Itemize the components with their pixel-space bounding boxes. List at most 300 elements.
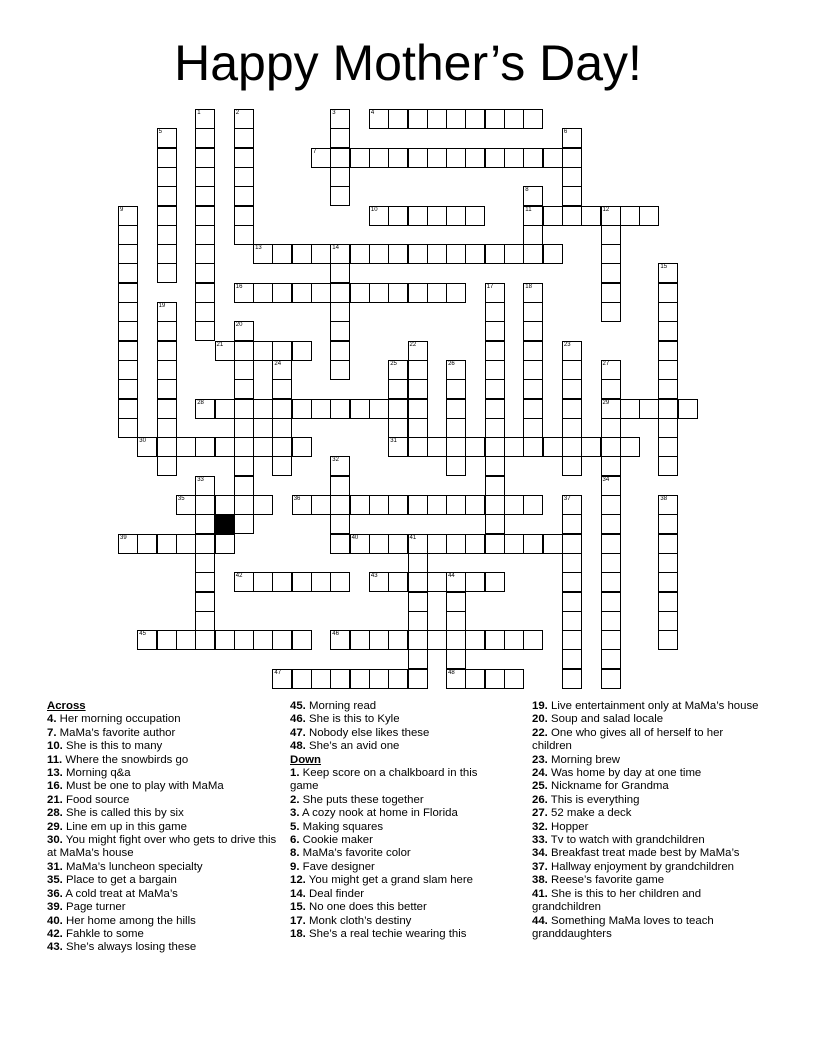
grid-cell[interactable] xyxy=(658,611,678,631)
grid-cell[interactable] xyxy=(427,109,447,129)
grid-cell[interactable] xyxy=(330,456,350,476)
grid-cell[interactable] xyxy=(562,399,582,419)
grid-cell[interactable] xyxy=(234,399,254,419)
grid-cell[interactable] xyxy=(388,244,408,264)
grid-cell[interactable] xyxy=(408,437,428,457)
grid-cell[interactable] xyxy=(195,399,215,419)
grid-cell[interactable] xyxy=(408,572,428,592)
grid-cell[interactable] xyxy=(369,148,389,168)
grid-cell[interactable] xyxy=(562,437,582,457)
grid-cell[interactable] xyxy=(330,476,350,496)
grid-cell[interactable] xyxy=(157,630,177,650)
grid-cell[interactable] xyxy=(485,148,505,168)
grid-cell[interactable] xyxy=(427,630,447,650)
grid-cell[interactable] xyxy=(292,437,312,457)
grid-cell[interactable] xyxy=(485,302,505,322)
grid-cell[interactable] xyxy=(465,437,485,457)
grid-cell[interactable] xyxy=(157,167,177,187)
grid-cell[interactable] xyxy=(658,630,678,650)
grid-cell[interactable] xyxy=(543,437,563,457)
grid-cell[interactable] xyxy=(446,630,466,650)
grid-cell[interactable] xyxy=(292,283,312,303)
grid-cell[interactable] xyxy=(157,225,177,245)
grid-cell[interactable] xyxy=(388,283,408,303)
grid-cell[interactable] xyxy=(215,534,235,554)
grid-cell[interactable] xyxy=(195,206,215,226)
grid-cell[interactable] xyxy=(195,283,215,303)
grid-cell[interactable] xyxy=(485,283,505,303)
grid-cell[interactable] xyxy=(523,109,543,129)
grid-cell[interactable] xyxy=(427,206,447,226)
grid-cell[interactable] xyxy=(350,283,370,303)
grid-cell[interactable] xyxy=(562,669,582,689)
grid-cell[interactable] xyxy=(253,630,273,650)
grid-cell[interactable] xyxy=(330,148,350,168)
grid-cell[interactable] xyxy=(369,630,389,650)
grid-cell[interactable] xyxy=(523,321,543,341)
grid-cell[interactable] xyxy=(157,148,177,168)
grid-cell[interactable] xyxy=(543,244,563,264)
grid-cell[interactable] xyxy=(523,148,543,168)
grid-cell[interactable] xyxy=(176,437,196,457)
grid-cell[interactable] xyxy=(234,186,254,206)
grid-cell[interactable] xyxy=(408,379,428,399)
grid-cell[interactable] xyxy=(678,399,698,419)
grid-cell[interactable] xyxy=(330,321,350,341)
grid-cell[interactable] xyxy=(234,476,254,496)
grid-cell[interactable] xyxy=(234,418,254,438)
grid-cell[interactable] xyxy=(465,148,485,168)
grid-cell[interactable] xyxy=(157,399,177,419)
grid-cell[interactable] xyxy=(504,495,524,515)
grid-cell[interactable] xyxy=(253,437,273,457)
grid-cell[interactable] xyxy=(504,244,524,264)
grid-cell[interactable] xyxy=(658,534,678,554)
grid-cell[interactable] xyxy=(408,649,428,669)
grid-cell[interactable] xyxy=(272,283,292,303)
grid-cell[interactable] xyxy=(388,572,408,592)
grid-cell[interactable] xyxy=(157,341,177,361)
grid-cell[interactable] xyxy=(658,514,678,534)
grid-cell[interactable] xyxy=(234,360,254,380)
grid-cell[interactable] xyxy=(157,206,177,226)
grid-cell[interactable] xyxy=(292,572,312,592)
grid-cell[interactable] xyxy=(485,495,505,515)
grid-cell[interactable] xyxy=(369,534,389,554)
grid-cell[interactable] xyxy=(195,186,215,206)
grid-cell[interactable] xyxy=(465,495,485,515)
grid-cell[interactable] xyxy=(523,186,543,206)
grid-cell[interactable] xyxy=(234,456,254,476)
grid-cell[interactable] xyxy=(118,244,138,264)
grid-cell[interactable] xyxy=(523,399,543,419)
grid-cell[interactable] xyxy=(330,495,350,515)
grid-cell[interactable] xyxy=(601,495,621,515)
grid-cell[interactable] xyxy=(581,206,601,226)
grid-cell[interactable] xyxy=(446,379,466,399)
grid-cell[interactable] xyxy=(234,225,254,245)
grid-cell[interactable] xyxy=(504,669,524,689)
grid-cell[interactable] xyxy=(388,495,408,515)
grid-cell[interactable] xyxy=(330,109,350,129)
grid-cell[interactable] xyxy=(485,572,505,592)
grid-cell[interactable] xyxy=(523,630,543,650)
grid-cell[interactable] xyxy=(388,418,408,438)
grid-cell[interactable] xyxy=(157,379,177,399)
grid-cell[interactable] xyxy=(562,456,582,476)
grid-cell[interactable] xyxy=(176,630,196,650)
grid-cell[interactable] xyxy=(465,669,485,689)
grid-cell[interactable] xyxy=(562,649,582,669)
grid-cell[interactable] xyxy=(330,244,350,264)
grid-cell[interactable] xyxy=(272,630,292,650)
grid-cell[interactable] xyxy=(446,534,466,554)
grid-cell[interactable] xyxy=(330,514,350,534)
grid-cell[interactable] xyxy=(234,437,254,457)
grid-cell[interactable] xyxy=(234,109,254,129)
grid-cell[interactable] xyxy=(446,495,466,515)
grid-cell[interactable] xyxy=(350,669,370,689)
grid-cell[interactable] xyxy=(350,495,370,515)
grid-cell[interactable] xyxy=(137,534,157,554)
grid-cell[interactable] xyxy=(523,360,543,380)
grid-cell[interactable] xyxy=(157,128,177,148)
grid-cell[interactable] xyxy=(427,534,447,554)
grid-cell[interactable] xyxy=(369,109,389,129)
grid-cell[interactable] xyxy=(388,399,408,419)
grid-cell[interactable] xyxy=(292,630,312,650)
grid-cell[interactable] xyxy=(272,379,292,399)
grid-cell[interactable] xyxy=(446,611,466,631)
grid-cell[interactable] xyxy=(176,495,196,515)
grid-cell[interactable] xyxy=(311,283,331,303)
grid-cell[interactable] xyxy=(253,283,273,303)
grid-cell[interactable] xyxy=(446,649,466,669)
grid-cell[interactable] xyxy=(562,553,582,573)
grid-cell[interactable] xyxy=(388,206,408,226)
grid-cell[interactable] xyxy=(562,611,582,631)
grid-cell[interactable] xyxy=(620,399,640,419)
grid-cell[interactable] xyxy=(408,630,428,650)
grid-cell[interactable] xyxy=(446,592,466,612)
grid-cell[interactable] xyxy=(157,418,177,438)
grid-cell[interactable] xyxy=(157,302,177,322)
grid-cell[interactable] xyxy=(562,341,582,361)
grid-cell[interactable] xyxy=(601,206,621,226)
grid-cell[interactable] xyxy=(543,148,563,168)
grid-cell[interactable] xyxy=(523,379,543,399)
grid-cell[interactable] xyxy=(369,572,389,592)
grid-cell[interactable] xyxy=(388,148,408,168)
grid-cell[interactable] xyxy=(157,186,177,206)
grid-cell[interactable] xyxy=(272,572,292,592)
grid-cell[interactable] xyxy=(195,263,215,283)
grid-cell[interactable] xyxy=(658,283,678,303)
grid-cell[interactable] xyxy=(118,379,138,399)
grid-cell[interactable] xyxy=(369,669,389,689)
grid-cell[interactable] xyxy=(562,534,582,554)
grid-cell[interactable] xyxy=(408,360,428,380)
grid-cell[interactable] xyxy=(330,669,350,689)
grid-cell[interactable] xyxy=(658,592,678,612)
grid-cell[interactable] xyxy=(350,244,370,264)
grid-cell[interactable] xyxy=(234,495,254,515)
grid-cell[interactable] xyxy=(446,572,466,592)
grid-cell[interactable] xyxy=(562,572,582,592)
grid-cell[interactable] xyxy=(369,495,389,515)
grid-cell[interactable] xyxy=(523,283,543,303)
grid-cell[interactable] xyxy=(118,418,138,438)
grid-cell[interactable] xyxy=(157,534,177,554)
grid-cell[interactable] xyxy=(253,495,273,515)
grid-cell[interactable] xyxy=(118,534,138,554)
grid-cell[interactable] xyxy=(234,167,254,187)
grid-cell[interactable] xyxy=(601,476,621,496)
grid-cell[interactable] xyxy=(253,572,273,592)
grid-cell[interactable] xyxy=(195,167,215,187)
grid-cell[interactable] xyxy=(253,244,273,264)
grid-cell[interactable] xyxy=(388,534,408,554)
grid-cell[interactable] xyxy=(234,148,254,168)
grid-cell[interactable] xyxy=(234,341,254,361)
grid-cell[interactable] xyxy=(658,321,678,341)
grid-cell[interactable] xyxy=(330,302,350,322)
grid-cell[interactable] xyxy=(523,244,543,264)
grid-cell[interactable] xyxy=(562,630,582,650)
grid-cell[interactable] xyxy=(195,109,215,129)
grid-cell[interactable] xyxy=(523,495,543,515)
grid-cell[interactable] xyxy=(523,341,543,361)
grid-cell[interactable] xyxy=(465,109,485,129)
grid-cell[interactable] xyxy=(562,360,582,380)
grid-cell[interactable] xyxy=(157,360,177,380)
grid-cell[interactable] xyxy=(234,283,254,303)
grid-cell[interactable] xyxy=(485,456,505,476)
grid-cell[interactable] xyxy=(408,592,428,612)
grid-cell[interactable] xyxy=(408,669,428,689)
grid-cell[interactable] xyxy=(195,534,215,554)
grid-cell[interactable] xyxy=(408,244,428,264)
grid-cell[interactable] xyxy=(485,109,505,129)
grid-cell[interactable] xyxy=(562,206,582,226)
grid-cell[interactable] xyxy=(292,495,312,515)
grid-cell[interactable] xyxy=(658,437,678,457)
grid-cell[interactable] xyxy=(408,206,428,226)
grid-cell[interactable] xyxy=(195,321,215,341)
grid-cell[interactable] xyxy=(272,399,292,419)
grid-cell[interactable] xyxy=(350,630,370,650)
grid-cell[interactable] xyxy=(446,109,466,129)
grid-cell[interactable] xyxy=(620,437,640,457)
grid-cell[interactable] xyxy=(523,534,543,554)
grid-cell[interactable] xyxy=(330,572,350,592)
grid-cell[interactable] xyxy=(601,630,621,650)
grid-cell[interactable] xyxy=(330,186,350,206)
grid-cell[interactable] xyxy=(408,553,428,573)
grid-cell[interactable] xyxy=(639,399,659,419)
grid-cell[interactable] xyxy=(137,437,157,457)
grid-cell[interactable] xyxy=(562,514,582,534)
grid-cell[interactable] xyxy=(195,630,215,650)
grid-cell[interactable] xyxy=(118,225,138,245)
grid-cell[interactable] xyxy=(195,592,215,612)
grid-cell[interactable] xyxy=(215,630,235,650)
grid-cell[interactable] xyxy=(388,669,408,689)
grid-cell[interactable] xyxy=(408,283,428,303)
grid-cell[interactable] xyxy=(330,341,350,361)
grid-cell[interactable] xyxy=(523,418,543,438)
grid-cell[interactable] xyxy=(504,437,524,457)
grid-cell[interactable] xyxy=(446,437,466,457)
grid-cell[interactable] xyxy=(427,495,447,515)
grid-cell[interactable] xyxy=(350,534,370,554)
grid-cell[interactable] xyxy=(485,437,505,457)
grid-cell[interactable] xyxy=(465,534,485,554)
grid-cell[interactable] xyxy=(485,379,505,399)
grid-cell[interactable] xyxy=(272,456,292,476)
grid-cell[interactable] xyxy=(272,341,292,361)
grid-cell[interactable] xyxy=(504,109,524,129)
grid-cell[interactable] xyxy=(485,476,505,496)
grid-cell[interactable] xyxy=(601,669,621,689)
grid-cell[interactable] xyxy=(601,572,621,592)
grid-cell[interactable] xyxy=(234,379,254,399)
grid-cell[interactable] xyxy=(311,399,331,419)
grid-cell[interactable] xyxy=(272,669,292,689)
grid-cell[interactable] xyxy=(408,399,428,419)
grid-cell[interactable] xyxy=(446,360,466,380)
grid-cell[interactable] xyxy=(485,534,505,554)
grid-cell[interactable] xyxy=(369,206,389,226)
grid-cell[interactable] xyxy=(330,399,350,419)
grid-cell[interactable] xyxy=(157,437,177,457)
grid-cell[interactable] xyxy=(658,572,678,592)
grid-cell[interactable] xyxy=(195,572,215,592)
grid-cell[interactable] xyxy=(523,437,543,457)
grid-cell[interactable] xyxy=(446,399,466,419)
grid-cell[interactable] xyxy=(523,302,543,322)
grid-cell[interactable] xyxy=(118,283,138,303)
grid-cell[interactable] xyxy=(118,360,138,380)
grid-cell[interactable] xyxy=(504,534,524,554)
grid-cell[interactable] xyxy=(562,167,582,187)
grid-cell[interactable] xyxy=(330,283,350,303)
grid-cell[interactable] xyxy=(562,128,582,148)
grid-cell[interactable] xyxy=(601,263,621,283)
grid-cell[interactable] xyxy=(330,167,350,187)
grid-cell[interactable] xyxy=(369,283,389,303)
grid-cell[interactable] xyxy=(234,514,254,534)
grid-cell[interactable] xyxy=(292,669,312,689)
grid-cell[interactable] xyxy=(176,534,196,554)
grid-cell[interactable] xyxy=(369,244,389,264)
grid-cell[interactable] xyxy=(446,283,466,303)
grid-cell[interactable] xyxy=(427,244,447,264)
grid-cell[interactable] xyxy=(562,379,582,399)
grid-cell[interactable] xyxy=(408,341,428,361)
grid-cell[interactable] xyxy=(272,244,292,264)
grid-cell[interactable] xyxy=(408,611,428,631)
grid-cell[interactable] xyxy=(330,630,350,650)
grid-cell[interactable] xyxy=(543,534,563,554)
grid-cell[interactable] xyxy=(543,206,563,226)
grid-cell[interactable] xyxy=(195,611,215,631)
grid-cell[interactable] xyxy=(658,302,678,322)
grid-cell[interactable] xyxy=(215,437,235,457)
grid-cell[interactable] xyxy=(195,514,215,534)
grid-cell[interactable] xyxy=(118,321,138,341)
grid-cell[interactable] xyxy=(562,592,582,612)
grid-cell[interactable] xyxy=(601,456,621,476)
grid-cell[interactable] xyxy=(350,148,370,168)
grid-cell[interactable] xyxy=(523,225,543,245)
grid-cell[interactable] xyxy=(485,360,505,380)
grid-cell[interactable] xyxy=(601,399,621,419)
grid-cell[interactable] xyxy=(485,399,505,419)
grid-cell[interactable] xyxy=(234,206,254,226)
grid-cell[interactable] xyxy=(195,302,215,322)
grid-cell[interactable] xyxy=(330,360,350,380)
grid-cell[interactable] xyxy=(311,148,331,168)
grid-cell[interactable] xyxy=(272,360,292,380)
grid-cell[interactable] xyxy=(118,302,138,322)
grid-cell[interactable] xyxy=(658,456,678,476)
grid-cell[interactable] xyxy=(465,572,485,592)
grid-cell[interactable] xyxy=(601,437,621,457)
grid-cell[interactable] xyxy=(118,341,138,361)
grid-cell[interactable] xyxy=(157,244,177,264)
grid-cell[interactable] xyxy=(234,128,254,148)
grid-cell[interactable] xyxy=(311,669,331,689)
grid-cell[interactable] xyxy=(658,263,678,283)
grid-cell[interactable] xyxy=(446,244,466,264)
grid-cell[interactable] xyxy=(350,399,370,419)
grid-cell[interactable] xyxy=(388,360,408,380)
grid-cell[interactable] xyxy=(118,263,138,283)
grid-cell[interactable] xyxy=(504,630,524,650)
grid-cell[interactable] xyxy=(292,399,312,419)
grid-cell[interactable] xyxy=(234,321,254,341)
grid-cell[interactable] xyxy=(504,148,524,168)
grid-cell[interactable] xyxy=(562,186,582,206)
grid-cell[interactable] xyxy=(157,456,177,476)
grid-cell[interactable] xyxy=(658,379,678,399)
grid-cell[interactable] xyxy=(234,630,254,650)
grid-cell[interactable] xyxy=(195,437,215,457)
grid-cell[interactable] xyxy=(388,109,408,129)
grid-cell[interactable] xyxy=(330,534,350,554)
grid-cell[interactable] xyxy=(465,630,485,650)
grid-cell[interactable] xyxy=(253,341,273,361)
grid-cell[interactable] xyxy=(272,418,292,438)
grid-cell[interactable] xyxy=(562,495,582,515)
grid-cell[interactable] xyxy=(658,553,678,573)
grid-cell[interactable] xyxy=(465,206,485,226)
grid-cell[interactable] xyxy=(485,514,505,534)
grid-cell[interactable] xyxy=(388,437,408,457)
grid-cell[interactable] xyxy=(195,553,215,573)
grid-cell[interactable] xyxy=(485,244,505,264)
grid-cell[interactable] xyxy=(215,495,235,515)
grid-cell[interactable] xyxy=(446,206,466,226)
grid-cell[interactable] xyxy=(369,399,389,419)
grid-cell[interactable] xyxy=(272,437,292,457)
grid-cell[interactable] xyxy=(408,109,428,129)
grid-cell[interactable] xyxy=(446,148,466,168)
grid-cell[interactable] xyxy=(658,495,678,515)
grid-cell[interactable] xyxy=(311,244,331,264)
grid-cell[interactable] xyxy=(195,495,215,515)
